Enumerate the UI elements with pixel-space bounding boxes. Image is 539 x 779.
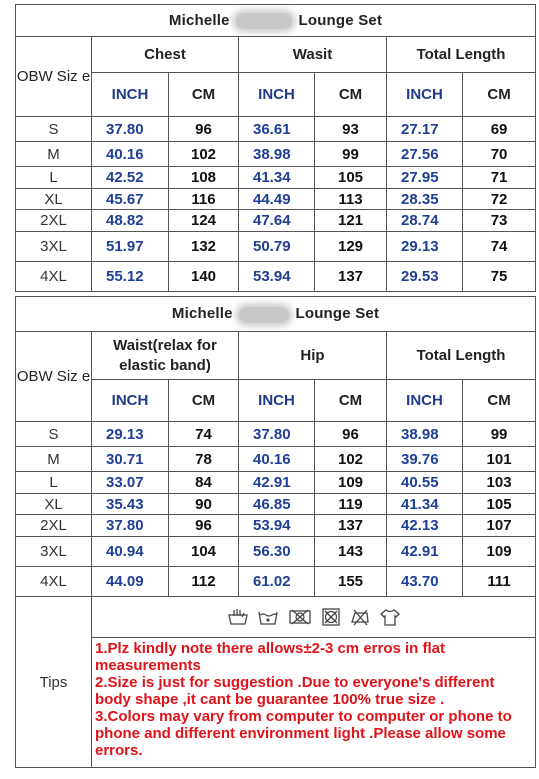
inch-value: 37.80 (92, 515, 169, 537)
no-tumble-dry-icon (287, 607, 313, 627)
title-text-right: Lounge Set (295, 305, 380, 323)
size-label: 4XL (16, 567, 92, 597)
inch-value: 47.64 (239, 210, 315, 232)
table-row (16, 210, 536, 232)
inch-value: 40.16 (92, 142, 169, 167)
size-label: L (16, 472, 92, 494)
cm-value: 137 (315, 262, 387, 292)
cm-value: 140 (169, 262, 239, 292)
unit-cm: CM (315, 73, 387, 117)
cm-value: 109 (315, 472, 387, 494)
inch-value: 42.91 (239, 472, 315, 494)
inch-value: 44.09 (92, 567, 169, 597)
inch-value: 40.94 (92, 537, 169, 567)
no-dry-clean-icon (321, 607, 341, 627)
inch-value: 61.02 (239, 567, 315, 597)
inch-value: 30.71 (92, 447, 169, 472)
inch-value: 33.07 (92, 472, 169, 494)
table-row (16, 167, 536, 189)
table-row (16, 494, 536, 515)
cm-value: 72 (463, 189, 536, 210)
unit-inch: INCH (239, 73, 315, 117)
inch-value: 28.35 (387, 189, 463, 210)
cm-value: 116 (169, 189, 239, 210)
cm-value: 113 (315, 189, 387, 210)
inch-value: 27.56 (387, 142, 463, 167)
inch-value: 42.91 (387, 537, 463, 567)
inch-value: 56.30 (239, 537, 315, 567)
cm-value: 74 (463, 232, 536, 262)
cm-value: 103 (463, 472, 536, 494)
table-title (16, 5, 536, 37)
size-label: S (16, 117, 92, 142)
inch-value: 37.80 (239, 422, 315, 447)
cm-value: 93 (315, 117, 387, 142)
cm-value: 105 (463, 494, 536, 515)
group-header-waist: Waist(relax for elastic band) (92, 332, 239, 380)
inch-value: 45.67 (92, 189, 169, 210)
size-label: S (16, 422, 92, 447)
cm-value: 96 (169, 515, 239, 537)
inch-value: 55.12 (92, 262, 169, 292)
unit-cm: CM (169, 73, 239, 117)
cm-value: 90 (169, 494, 239, 515)
table-row (16, 515, 536, 537)
cm-value: 108 (169, 167, 239, 189)
size-label: XL (16, 494, 92, 515)
inch-value: 29.13 (387, 232, 463, 262)
inch-value: 53.94 (239, 515, 315, 537)
unit-inch: INCH (92, 380, 169, 422)
table-title (16, 297, 536, 332)
table-row (16, 189, 536, 210)
inch-value: 43.70 (387, 567, 463, 597)
size-table-bottom (15, 296, 536, 768)
cm-value: 102 (315, 447, 387, 472)
unit-inch: INCH (387, 73, 463, 117)
unit-cm: CM (463, 73, 536, 117)
cm-value: 73 (463, 210, 536, 232)
table-row (16, 422, 536, 447)
cm-value: 109 (463, 537, 536, 567)
inch-value: 53.94 (239, 262, 315, 292)
cm-value: 112 (169, 567, 239, 597)
inch-value: 41.34 (239, 167, 315, 189)
size-label: 3XL (16, 232, 92, 262)
size-table-top (15, 4, 536, 292)
inch-value: 27.95 (387, 167, 463, 189)
no-iron-icon (349, 607, 371, 627)
group-header-waist: Wasit (239, 37, 387, 73)
table-row (16, 447, 536, 472)
cm-value: 119 (315, 494, 387, 515)
table-row (16, 472, 536, 494)
inch-value: 42.13 (387, 515, 463, 537)
inch-value: 42.52 (92, 167, 169, 189)
size-label: 2XL (16, 515, 92, 537)
inch-value: 28.74 (387, 210, 463, 232)
size-label: M (16, 142, 92, 167)
inch-value: 46.85 (239, 494, 315, 515)
cm-value: 75 (463, 262, 536, 292)
inch-value: 35.43 (92, 494, 169, 515)
inch-value: 44.49 (239, 189, 315, 210)
cm-value: 78 (169, 447, 239, 472)
inch-value: 38.98 (387, 422, 463, 447)
inch-value: 40.16 (239, 447, 315, 472)
table-row (16, 142, 536, 167)
blurred-word (236, 13, 292, 29)
cm-value: 121 (315, 210, 387, 232)
unit-cm: CM (169, 380, 239, 422)
obw-size-label: OBW Siz e (16, 37, 92, 117)
cm-value: 102 (169, 142, 239, 167)
tip-line-1: 1.Plz kindly note there allows±2-3 cm erros in flat measurements (95, 640, 446, 674)
cm-value: 101 (463, 447, 536, 472)
cm-value: 111 (463, 567, 536, 597)
hang-dry-icon (379, 607, 401, 627)
cm-value: 105 (315, 167, 387, 189)
inch-value: 51.97 (92, 232, 169, 262)
inch-value: 39.76 (387, 447, 463, 472)
unit-inch: INCH (92, 73, 169, 117)
cm-value: 96 (315, 422, 387, 447)
hand-wash-icon (227, 607, 249, 627)
size-label: XL (16, 189, 92, 210)
size-label: L (16, 167, 92, 189)
inch-value: 41.34 (387, 494, 463, 515)
group-header-length: Total Length (387, 37, 536, 73)
cm-value: 71 (463, 167, 536, 189)
cm-value: 129 (315, 232, 387, 262)
cm-value: 104 (169, 537, 239, 567)
inch-value: 29.53 (387, 262, 463, 292)
table-row (16, 262, 536, 292)
tips-notes (92, 638, 536, 768)
tip-line-3: 3.Colors may vary from computer to computer or phone to phone and different environment light .Please allow some errors. (95, 708, 512, 759)
unit-inch: INCH (387, 380, 463, 422)
machine-wash-icon (257, 607, 279, 627)
size-label: M (16, 447, 92, 472)
inch-value: 40.55 (387, 472, 463, 494)
cm-value: 69 (463, 117, 536, 142)
size-label: 2XL (16, 210, 92, 232)
cm-value: 137 (315, 515, 387, 537)
inch-value: 27.17 (387, 117, 463, 142)
group-header-chest: Chest (92, 37, 239, 73)
inch-value: 29.13 (92, 422, 169, 447)
inch-value: 36.61 (239, 117, 315, 142)
title-text-left: Michelle (168, 11, 230, 29)
size-label: 3XL (16, 537, 92, 567)
cm-value: 143 (315, 537, 387, 567)
tips-label: Tips (16, 597, 92, 768)
table-row (16, 117, 536, 142)
group-header-length: Total Length (387, 332, 536, 380)
table-row (16, 232, 536, 262)
cm-value: 124 (169, 210, 239, 232)
cm-value: 155 (315, 567, 387, 597)
inch-value: 48.82 (92, 210, 169, 232)
cm-value: 132 (169, 232, 239, 262)
cm-value: 96 (169, 117, 239, 142)
title-text-left: Michelle (171, 305, 233, 323)
inch-value: 37.80 (92, 117, 169, 142)
cm-value: 99 (315, 142, 387, 167)
table-row (16, 567, 536, 597)
blurred-word (239, 307, 289, 323)
inch-value: 50.79 (239, 232, 315, 262)
table-row (16, 537, 536, 567)
cm-value: 84 (169, 472, 239, 494)
care-symbols (92, 597, 536, 638)
title-text-right: Lounge Set (298, 11, 383, 29)
group-header-hip: Hip (239, 332, 387, 380)
cm-value: 74 (169, 422, 239, 447)
cm-value: 99 (463, 422, 536, 447)
obw-size-label: OBW Siz e (16, 332, 92, 422)
cm-value: 70 (463, 142, 536, 167)
cm-value: 107 (463, 515, 536, 537)
size-label: 4XL (16, 262, 92, 292)
unit-inch: INCH (239, 380, 315, 422)
unit-cm: CM (463, 380, 536, 422)
unit-cm: CM (315, 380, 387, 422)
inch-value: 38.98 (239, 142, 315, 167)
tip-line-2: 2.Size is just for suggestion .Due to everyone's different body shape ,it cant be guarantee 100% true size . (95, 674, 495, 708)
